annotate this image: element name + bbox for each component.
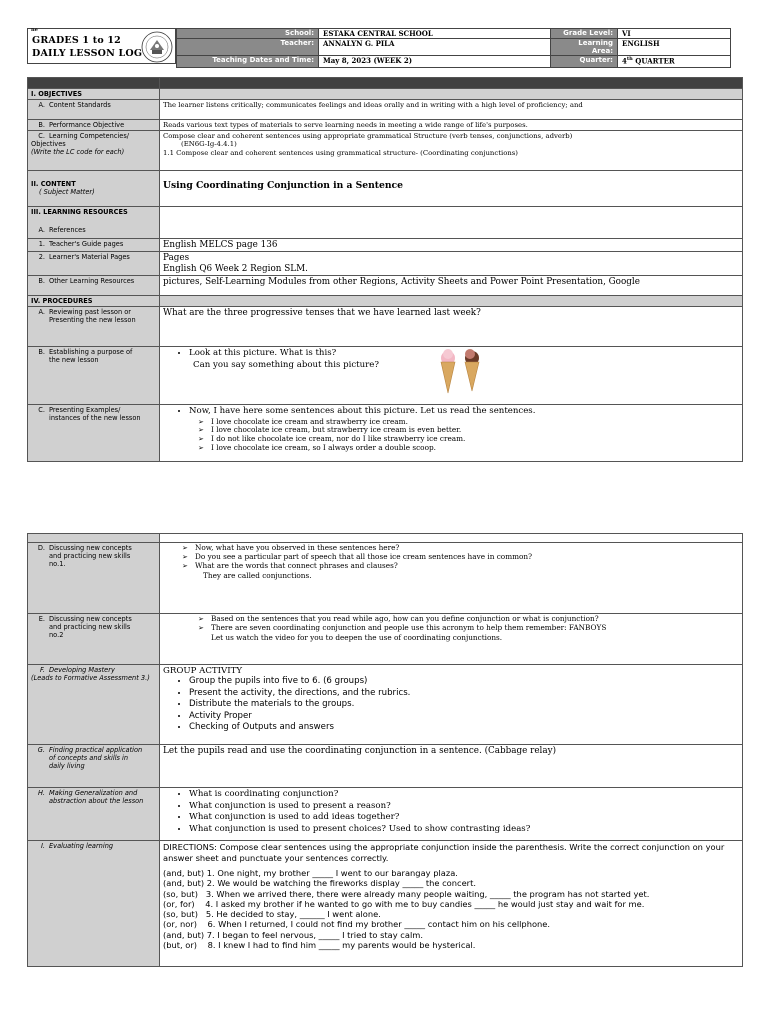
school-value: ESTAKA CENTRAL SCHOOL — [319, 29, 551, 39]
other-resources-row — [28, 276, 743, 296]
page2-top-row — [28, 534, 743, 543]
competencies-note: (Write the LC code for each) — [31, 148, 125, 156]
procedure-d-row — [28, 543, 743, 614]
group-activity-heading: GROUP ACTIVITY — [163, 666, 243, 676]
activity-step: • Present the activity, the directions, and the rubrics. — [189, 688, 739, 700]
competencies-text: Compose clear and coherent sentences using appropriate grammatical Structure (verb tenses, conjunctions, adverb) (EN6G-Ig-4.4.1) 1.1 Compose clear and coherent sentences using grammatical structure- (Coordinating conjunctions) — [160, 131, 743, 171]
concept-item: ➢ Based on the sentences that you read while ago, how can you define conjunction or what is conjunction? — [211, 615, 739, 624]
procedure-b-bullet: • Look at this picture. What is this? — [189, 348, 739, 360]
learners-material-label: 2. Learner's Material Pages — [28, 252, 160, 276]
procedure-i-label: I. Evaluating learning — [28, 841, 160, 967]
procedure-h-label: H. Making Generalization and abstraction about the lesson — [28, 788, 160, 841]
deped-seal-icon — [141, 31, 173, 63]
activity-step: • Group the pupils into five to 6. (6 groups) — [189, 676, 739, 688]
performance-objective-row — [28, 120, 743, 131]
procedure-d-content — [160, 543, 743, 614]
procedure-f-content — [160, 665, 743, 745]
lesson-table-page2 — [27, 533, 743, 967]
procedure-f-row — [28, 665, 743, 745]
dates-label: Teaching Dates and Time: — [177, 56, 319, 68]
discussion-question: ➢ Do you see a particular part of speech that all those ice cream sentences have in common? — [195, 553, 739, 562]
procedures-heading-row — [28, 296, 743, 307]
activity-step: • Activity Proper — [189, 711, 739, 723]
teachers-guide-label: 1. Teacher's Guide pages — [28, 239, 160, 252]
competencies-label: C. Learning Competencies/ Objectives (Write the LC code for each) — [28, 131, 160, 171]
lesson-log-header — [27, 28, 742, 64]
procedure-c-row — [28, 405, 743, 462]
evaluation-item: (and, but) 2. We would be watching the fireworks display _____ the concert. — [163, 878, 476, 889]
procedure-g-text: Let the pupils read and use the coordinating conjunction in a sentence. (Cabbage relay) — [160, 745, 743, 788]
lesson-table-page1 — [27, 77, 743, 462]
procedure-c-label: C. Presenting Examples/ instances of the new lesson — [28, 405, 160, 462]
procedure-d-answer: They are called conjunctions. — [203, 570, 312, 580]
procedure-h-row — [28, 788, 743, 841]
generalization-question: • What is coordinating conjunction? — [189, 789, 739, 801]
procedure-g-row — [28, 745, 743, 788]
learners-material-row — [28, 252, 743, 276]
resources-row — [28, 207, 743, 239]
resources-label: III. LEARNING RESOURCES A. References — [28, 207, 160, 239]
content-title: Using Coordinating Conjunction in a Sentence — [160, 171, 743, 207]
ice-cream-cones-icon — [434, 349, 488, 395]
procedure-i-content — [160, 841, 743, 967]
example-sentence: ➢ I do not like chocolate ice cream, nor do I like strawberry ice cream. — [211, 435, 739, 444]
generalization-question: • What conjunction is used to add ideas together? — [189, 812, 739, 824]
content-standards-label: A. Content Standards — [28, 100, 160, 120]
generalization-question: • What conjunction is used to present choices? Used to show contrasting ideas? — [189, 824, 739, 836]
competencies-row — [28, 131, 743, 171]
procedure-f-label: F. Developing Mastery (Leads to Formative Assessment 3.) — [28, 665, 160, 745]
procedure-b-line2: Can you say something about this picture? — [193, 359, 379, 370]
procedure-i-row — [28, 841, 743, 967]
learning-area-value: ENGLISH — [618, 39, 731, 56]
procedure-g-label: G. Finding practical application of concepts and skills in daily living — [28, 745, 160, 788]
objectives-heading: I. OBJECTIVES — [28, 89, 160, 100]
grade-level-value: VI — [618, 29, 731, 39]
example-sentence: ➢ I love chocolate ice cream, so I always order a double scoop. — [211, 444, 739, 453]
concept-item: ➢ There are seven coordinating conjunction and people use this acronym to help them remember: FANBOYS — [211, 624, 739, 633]
evaluation-item: (and, but) 1. One night, my brother _____ I went to our barangay plaza. — [163, 868, 458, 878]
procedure-h-content — [160, 788, 743, 841]
discussion-question: ➢ What are the words that connect phrases and clauses? — [195, 562, 739, 571]
evaluation-item: (but, or) 8. I knew I had to find him _____ my parents would be hysterical. — [163, 940, 476, 951]
procedure-b-row — [28, 347, 743, 405]
quarter-value: 4th QUARTER — [618, 56, 731, 68]
quarter-label: Quarter: — [551, 56, 618, 68]
content-standards-row — [28, 100, 743, 120]
evaluation-item: (so, but) 5. He decided to stay, ______ I went alone. — [163, 909, 381, 920]
evaluation-item: (so, but) 3. When we arrived there, there were already many people waiting, _____ the program has not started yet. — [163, 888, 650, 899]
header-title-line2: DAILY LESSON LOG — [32, 48, 143, 59]
learning-area-label: Learning Area: — [551, 39, 618, 56]
performance-objective-label: B. Performance Objective — [28, 120, 160, 131]
teacher-label: Teacher: — [177, 39, 319, 56]
evaluation-item: (or, for) 4. I asked my brother if he wanted to go with me to buy candies _____ he would just stay and wait for me. — [163, 898, 645, 909]
table-top-bar — [28, 78, 743, 89]
discussion-question: ➢ Now, what have you observed in these sentences here? — [195, 544, 739, 553]
content-row — [28, 171, 743, 207]
procedure-e-content — [160, 614, 743, 665]
teacher-value: ANNALYN G. PILA — [319, 39, 551, 56]
procedure-a-row — [28, 307, 743, 347]
header-title-box — [27, 28, 176, 64]
example-sentence: ➢ I love chocolate ice cream and strawberry ice cream. — [211, 418, 739, 427]
procedure-b-content — [160, 347, 743, 405]
procedure-e-row — [28, 614, 743, 665]
activity-step: • Distribute the materials to the groups. — [189, 699, 739, 711]
header-title-line1: GRADES 1 to 12 — [32, 35, 121, 46]
procedure-c-intro: • Now, I have here some sentences about this picture. Let us read the sentences. — [189, 406, 739, 418]
example-sentence: ➢ I love chocolate ice cream, but strawberry ice cream is even better. — [211, 426, 739, 435]
other-resources-text: pictures, Self-Learning Modules from other Regions, Activity Sheets and Power Point Presentation, Google — [160, 276, 743, 296]
procedure-e-label: E. Discussing new concepts and practicing new skills no.2 — [28, 614, 160, 665]
objectives-heading-row — [28, 89, 743, 100]
school-label: School: — [177, 29, 319, 39]
other-resources-label: B. Other Learning Resources — [28, 276, 160, 296]
teachers-guide-row — [28, 239, 743, 252]
procedure-a-label: A. Reviewing past lesson or Presenting the new lesson — [28, 307, 160, 347]
learners-material-text: Pages English Q6 Week 2 Region SLM. — [160, 252, 743, 276]
procedure-d-label: D. Discussing new concepts and practicing new skills no.1. — [28, 543, 160, 614]
dates-value: May 8, 2023 (WEEK 2) — [319, 56, 551, 68]
activity-step: • Checking of Outputs and answers — [189, 722, 739, 734]
grade-level-label: Grade Level: — [551, 29, 618, 39]
teachers-guide-text: English MELCS page 136 — [160, 239, 743, 252]
performance-objective-text: Reads various text types of materials to serve learning needs in meeting a wide range of life's purposes. — [160, 120, 743, 131]
content-standards-text: The learner listens critically; communicates feelings and ideas orally and in writing with a high level of proficiency; and — [160, 100, 743, 120]
procedure-e-note: Let us watch the video for you to deepen the use of coordinating conjunctions. — [211, 632, 503, 642]
procedure-c-content — [160, 405, 743, 462]
procedure-a-text: What are the three progressive tenses that we have learned last week? — [160, 307, 743, 347]
procedure-b-label: B. Establishing a purpose of the new lesson — [28, 347, 160, 405]
evaluation-directions: DIRECTIONS: Compose clear sentences using the appropriate conjunction inside the parenthesis. Write the correct conjunction on your answer sheet and punctuate your sentences correctly. — [163, 842, 725, 863]
content-label: II. CONTENT ( Subject Matter) — [28, 171, 160, 207]
evaluation-item: (or, nor) 6. When I returned, I could not find my brother _____ contact him on his cellphone. — [163, 919, 551, 930]
evaluation-item: (and, but) 7. I began to feel nervous, _____ I tried to stay calm. — [163, 929, 423, 940]
procedures-heading: IV. PROCEDURES — [28, 296, 160, 307]
header-superscript: ne — [31, 27, 38, 33]
header-info-table — [176, 28, 731, 68]
generalization-question: • What conjunction is used to present a reason? — [189, 801, 739, 813]
